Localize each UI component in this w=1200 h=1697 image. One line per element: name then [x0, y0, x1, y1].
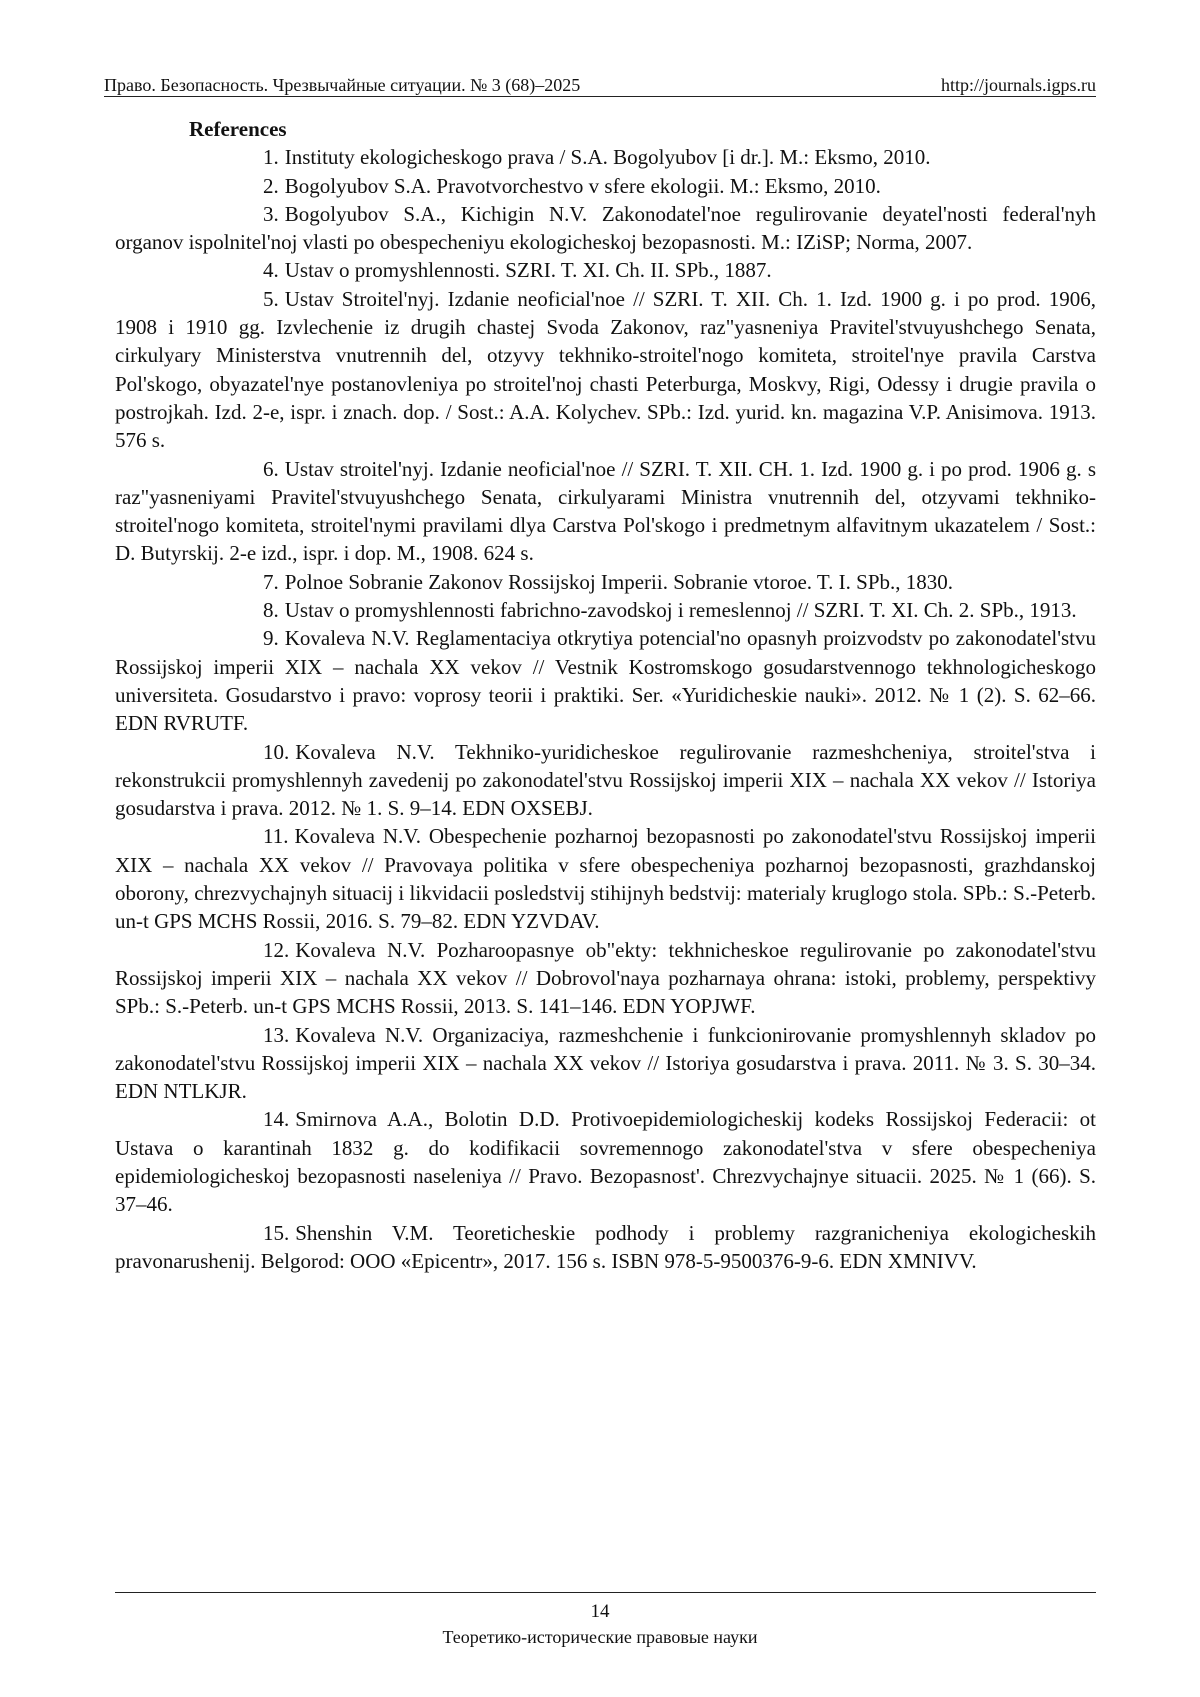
reference-item — [115, 738, 1096, 823]
reference-text: Shenshin V.M. Teoreticheskie podhody i problemy razgranicheniya ekologicheskih pravonarushenij. Belgorod: OOO «Epicentr», 2017. 156 s. ISBN 978-5-9500376-9-6. EDN XMNIVV. — [115, 1220, 1096, 1273]
reference-text: Ustav o promyshlennosti fabrichno-zavodskoj i remeslennoj // SZRI. T. XI. Ch. 2. SPb., 1913. — [284, 598, 1077, 623]
reference-text: Smirnova A.A., Bolotin D.D. Protivoepidemiologicheskij kodeks Rossijskoj Federacii: ot Ustava o karantinah 1832 g. do kodifikacii sovremennogo zakonodatel'stva v sfere obespecheniya epidemiologicheskoj bezopasnosti naseleniya // Pravo. Bezopasnost'. Chrezvychajnye situacii. 2025. № 1 (66). S. 37–46. — [115, 1107, 1096, 1217]
reference-text: Kovaleva N.V. Pozharoopasnye ob"ekty: tekhnicheskoe regulirovanie po zakonodatel'stvu Rossijskoj imperii XIX – nachala XX vekov // Dobrovol'naya pozharnaya ohrana: istoki, problemy, perspektivy SPb.: S.-Peterb. un-t GPS MCHS Rossii, 2013. S. 141–146. EDN YOPJWF. — [115, 937, 1096, 1019]
reference-number: 4. — [263, 258, 279, 283]
references-heading: References — [189, 117, 287, 141]
reference-text: Ustav o promyshlennosti. SZRI. T. XI. Ch. II. SPb., 1887. — [284, 258, 772, 283]
reference-text: Instituty ekologicheskogo prava / S.A. Bogolyubov [i dr.]. M.: Eksmo, 2010. — [284, 145, 931, 170]
reference-text: Kovaleva N.V. Tekhniko-yuridicheskoe regulirovanie razmeshcheniya, stroitel'stva i rekonstrukcii promyshlennyh zavedenij po zakonodatel'stvu Rossijskoj imperii XIX – nachala XX vekov // Istoriya gosudarstva i prava. 2012. № 1. S. 9–14. EDN OXSEBJ. — [115, 739, 1096, 821]
reference-text: Kovaleva N.V. Reglamentaciya otkrytiya potencial'no opasnyh proizvodstv po zakonodatel'stvu Rossijskoj imperii XIX – nachala XX vekov // Vestnik Kostromskogo gosudarstvennogo tekhnologicheskogo universiteta. Gosudarstvo i pravo: voprosy teorii i praktiki. Ser. «Yuridicheskie nauki». 2012. № 1 (2). S. 62–66. EDN RVRUTF. — [115, 626, 1096, 736]
reference-item — [115, 936, 1096, 1021]
reference-number: 7. — [263, 569, 279, 594]
journal-title: Право. Безопасность. Чрезвычайные ситуации. № 3 (68)–2025 — [104, 75, 581, 95]
reference-text: Bogolyubov S.A. Pravotvorchestvo v sfere ekologii. M.: Eksmo, 2010. — [284, 173, 881, 198]
reference-number: 8. — [263, 598, 279, 623]
reference-text: Ustav stroitel'nyj. Izdanie neoficial'noe // SZRI. T. XII. CH. 1. Izd. 1900 g. i po prod. 1906 g. s raz"yasneniyami Pravitel'stvuyushchego Senata, cirkulyarami Ministra vnutrennih del, otzyvami tekhniko-stroitel'nogo komiteta, stroitel'nymi pravilami dlya Carstva Pol'skogo i predmetnym alfavitnym ukazatelem / Sost.: D. Butyrskij. 2-e izd., ispr. i dop. M., 1908. 624 s. — [115, 456, 1096, 566]
reference-item — [115, 1219, 1096, 1276]
reference-number: 2. — [263, 173, 279, 198]
reference-item — [115, 1021, 1096, 1106]
reference-text: Ustav Stroitel'nyj. Izdanie neoficial'noe // SZRI. T. XII. Ch. 1. Izd. 1900 g. i po prod. 1906, 1908 i 1910 gg. Izvlechenie iz drugih chastej Svoda Zakonov, raz"yasneniya Pravitel'stvuyushchego Senata, cirkulyary Ministerstva vnutrennih del, otzyvy tekhniko-stroitel'nogo komiteta, stroitel'nye pravila Carstva Pol'skogo, obyazatel'nye postanovleniya po stroitel'noj chasti Peterburga, Moskvy, Rigi, Odessy i drugie pravila o postrojkah. Izd. 2-e, ispr. i znach. dop. / Sost.: A.A. Kolychev. SPb.: Izd. yurid. kn. magazina V.P. Anisimova. 1913. 576 s. — [115, 286, 1096, 453]
header-divider — [104, 96, 1096, 97]
reference-text: Kovaleva N.V. Organizaciya, razmeshchenie i funkcionirovanie promyshlennyh skladov po zakonodatel'stvu Rossijskoj imperii XIX – nachala XX vekov // Istoriya gosudarstva i prava. 2011. № 3. S. 30–34. EDN NTLKJR. — [115, 1022, 1096, 1104]
reference-number: 14. — [263, 1107, 290, 1132]
reference-number: 1. — [263, 145, 279, 170]
reference-item — [115, 200, 1096, 257]
reference-item — [115, 256, 1096, 284]
reference-number: 6. — [263, 456, 279, 481]
reference-text: Polnoe Sobranie Zakonov Rossijskoj Imperii. Sobranie vtoroe. T. I. SPb., 1830. — [284, 569, 954, 594]
footer-section-title: Теоретико-исторические правовые науки — [442, 1627, 758, 1647]
reference-text: Kovaleva N.V. Obespechenie pozharnoj bezopasnosti po zakonodatel'stvu Rossijskoj imperii XIX – nachala XX vekov // Pravovaya politika v sfere obespecheniya pozharnoj bezopasnosti, grazhdanskoj oborony, chrezvychajnyh situacij i likvidacii posledstvij stihijnyh bedstvij: materialy kruglogo stola. SPb.: S.-Peterb. un-t GPS MCHS Rossii, 2016. S. 79–82. EDN YZVDAV. — [115, 824, 1096, 934]
reference-number: 15. — [263, 1220, 290, 1245]
reference-number: 13. — [263, 1022, 290, 1047]
reference-item — [115, 1105, 1096, 1218]
reference-text: Bogolyubov S.A., Kichigin N.V. Zakonodatel'noe regulirovanie deyatel'nosti federal'nyh organov ispolnitel'noj vlasti po obespecheniyu ekologicheskoj bezopasnosti. M.: IZiSP; Norma, 2007. — [115, 201, 1096, 255]
reference-number: 3. — [263, 201, 279, 226]
references-section — [115, 115, 1096, 1275]
reference-item — [115, 143, 1096, 171]
footer-divider — [115, 1592, 1096, 1593]
reference-number: 9. — [263, 626, 279, 651]
reference-number: 5. — [263, 286, 279, 311]
reference-item — [115, 285, 1096, 455]
page-number: 14 — [590, 1601, 610, 1622]
reference-number: 12. — [263, 937, 290, 962]
running-header — [104, 68, 1096, 96]
reference-item — [115, 172, 1096, 200]
reference-item — [115, 568, 1096, 596]
reference-item — [115, 624, 1096, 737]
reference-item — [115, 822, 1096, 935]
reference-item — [115, 596, 1096, 624]
references-list — [115, 143, 1096, 1275]
reference-item — [115, 455, 1096, 568]
reference-number: 11. — [263, 824, 289, 849]
journal-url[interactable]: http://journals.igps.ru — [941, 75, 1096, 95]
reference-number: 10. — [263, 739, 290, 764]
